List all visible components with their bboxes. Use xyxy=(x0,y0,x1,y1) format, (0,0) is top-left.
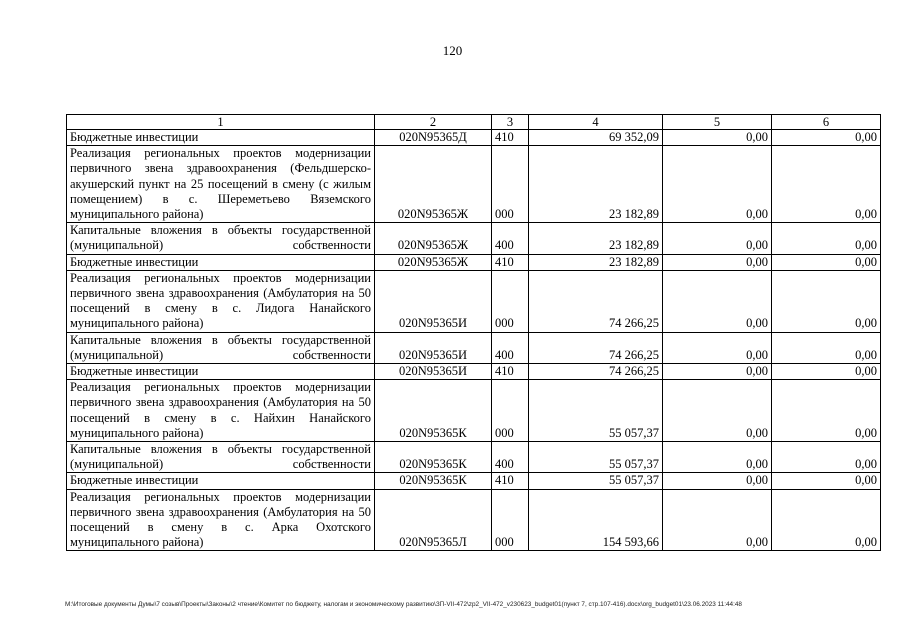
row-value-4: 23 182,89 xyxy=(529,146,663,223)
row-value-4: 55 057,37 xyxy=(529,473,663,489)
row-name: Бюджетные инвестиции xyxy=(67,130,375,146)
row-kvr: 400 xyxy=(492,223,529,254)
row-name: Капитальные вложения в объекты государственной (муниципальной) собственности xyxy=(67,442,375,473)
row-value-5: 0,00 xyxy=(663,489,772,551)
row-value-5: 0,00 xyxy=(663,223,772,254)
row-code: 020N95365И xyxy=(375,364,492,380)
row-kvr: 410 xyxy=(492,364,529,380)
row-code: 020N95365К xyxy=(375,442,492,473)
row-value-4: 74 266,25 xyxy=(529,270,663,332)
row-value-4: 23 182,89 xyxy=(529,223,663,254)
row-name: Капитальные вложения в объекты государственной (муниципальной) собственности xyxy=(67,332,375,363)
row-value-6: 0,00 xyxy=(772,473,881,489)
row-value-6: 0,00 xyxy=(772,254,881,270)
row-value-6: 0,00 xyxy=(772,332,881,363)
row-value-5: 0,00 xyxy=(663,130,772,146)
header-col-2: 2 xyxy=(375,115,492,130)
page-number: 120 xyxy=(442,43,463,58)
row-value-6: 0,00 xyxy=(772,130,881,146)
table-row xyxy=(67,223,881,254)
row-value-4: 69 352,09 xyxy=(529,130,663,146)
row-value-6: 0,00 xyxy=(772,223,881,254)
document-path-footer: M:\Итоговые документы Думы\7 созыв\Проекты\Законы\2 чтение\Комитет по бюджету, налогам и экономическому развитию\ЗП-VII-472\zp2_VII-472_v230623_budget01(пункт 7, стр.107-416).docx\org_budget01\23.06.2023 11:44:48 xyxy=(65,601,742,608)
row-name: Бюджетные инвестиции xyxy=(67,364,375,380)
table-row xyxy=(67,442,881,473)
row-name: Реализация региональных проектов модернизации первичного звена здравоохранения (Амбулатория на 50 посещений в смену в с. Лидога Нанайского муниципального района) xyxy=(67,270,375,332)
row-value-5: 0,00 xyxy=(663,254,772,270)
row-kvr: 000 xyxy=(492,146,529,223)
header-col-1: 1 xyxy=(67,115,375,130)
row-value-6: 0,00 xyxy=(772,442,881,473)
table-row xyxy=(67,473,881,489)
row-value-4: 55 057,37 xyxy=(529,442,663,473)
row-value-6: 0,00 xyxy=(772,270,881,332)
row-value-5: 0,00 xyxy=(663,332,772,363)
row-kvr: 400 xyxy=(492,332,529,363)
row-code: 020N95365Л xyxy=(375,489,492,551)
table-row xyxy=(67,270,881,332)
row-name: Капитальные вложения в объекты государственной (муниципальной) собственности xyxy=(67,223,375,254)
row-name: Бюджетные инвестиции xyxy=(67,254,375,270)
row-value-5: 0,00 xyxy=(663,380,772,442)
row-name: Бюджетные инвестиции xyxy=(67,473,375,489)
table-row xyxy=(67,489,881,551)
row-value-5: 0,00 xyxy=(663,364,772,380)
row-code: 020N95365К xyxy=(375,380,492,442)
table-row xyxy=(67,130,881,146)
header-col-6: 6 xyxy=(772,115,881,130)
row-code: 020N95365И xyxy=(375,270,492,332)
row-value-6: 0,00 xyxy=(772,489,881,551)
row-value-5: 0,00 xyxy=(663,442,772,473)
table-row xyxy=(67,364,881,380)
row-name: Реализация региональных проектов модернизации первичного звена здравоохранения (Фельдшерско-акушерский пункт на 25 посещений в смену (с жилым помещением) в с. Шереметьево Вяземского муниципального района) xyxy=(67,146,375,223)
row-value-5: 0,00 xyxy=(663,146,772,223)
table-row xyxy=(67,146,881,223)
row-code: 020N95365Ж xyxy=(375,254,492,270)
header-col-3: 3 xyxy=(492,115,529,130)
row-value-4: 55 057,37 xyxy=(529,380,663,442)
row-value-6: 0,00 xyxy=(772,380,881,442)
row-name: Реализация региональных проектов модернизации первичного звена здравоохранения (Амбулатория на 50 посещений в смену в с. Найхин Нанайского муниципального района) xyxy=(67,380,375,442)
row-kvr: 400 xyxy=(492,442,529,473)
row-value-6: 0,00 xyxy=(772,146,881,223)
row-code: 020N95365И xyxy=(375,332,492,363)
row-kvr: 410 xyxy=(492,130,529,146)
row-value-5: 0,00 xyxy=(663,473,772,489)
row-code: 020N95365К xyxy=(375,473,492,489)
row-code: 020N95365Д xyxy=(375,130,492,146)
header-col-4: 4 xyxy=(529,115,663,130)
row-value-4: 23 182,89 xyxy=(529,254,663,270)
row-value-5: 0,00 xyxy=(663,270,772,332)
row-kvr: 000 xyxy=(492,380,529,442)
table-row xyxy=(67,332,881,363)
row-code: 020N95365Ж xyxy=(375,146,492,223)
table-row xyxy=(67,380,881,442)
row-kvr: 000 xyxy=(492,270,529,332)
row-kvr: 000 xyxy=(492,489,529,551)
row-value-4: 154 593,66 xyxy=(529,489,663,551)
row-name: Реализация региональных проектов модернизации первичного звена здравоохранения (Амбулатория на 50 посещений в смену в с. Арка Охотского муниципального района) xyxy=(67,489,375,551)
budget-table xyxy=(66,114,881,551)
row-kvr: 410 xyxy=(492,254,529,270)
row-kvr: 410 xyxy=(492,473,529,489)
row-value-6: 0,00 xyxy=(772,364,881,380)
row-value-4: 74 266,25 xyxy=(529,332,663,363)
table-row xyxy=(67,254,881,270)
header-col-5: 5 xyxy=(663,115,772,130)
row-code: 020N95365Ж xyxy=(375,223,492,254)
row-value-4: 74 266,25 xyxy=(529,364,663,380)
table-header-row xyxy=(67,115,881,130)
